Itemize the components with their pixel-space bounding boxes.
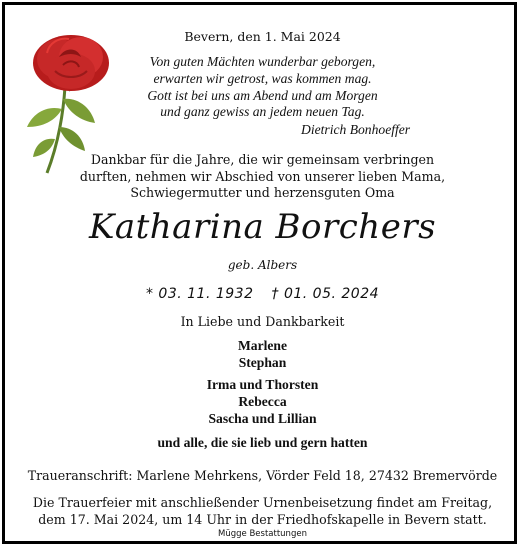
mourners-group — [5, 377, 520, 427]
mourner-name: Sascha und Lillian — [208, 410, 317, 426]
place-date: Bevern, den 1. Mai 2024 — [184, 29, 341, 44]
mourners-group — [5, 338, 520, 372]
poem-line: Gott ist bei uns am Abend und am Morgen — [147, 87, 378, 103]
poem-author: Dietrich Bonhoeffer — [301, 122, 411, 137]
poem-line: Von guten Mächten wunderbar geborgen, — [149, 54, 376, 69]
life-dates — [5, 286, 520, 302]
undertaker-credit: Mügge Bestattungen — [218, 529, 307, 539]
deceased-name: Katharina Borchers — [88, 207, 437, 247]
funeral-service-info — [5, 495, 520, 528]
mourners-closing: und alle, die sie lieb und gern hatten — [157, 435, 368, 450]
mourner-name: Marlene — [237, 338, 288, 353]
intro-line: Dankbar für die Jahre, die wir gemeinsam verbringen — [90, 152, 435, 167]
birth-date: * 03. 11. 1932 — [145, 286, 254, 302]
mourner-name: Irma und Thorsten — [206, 377, 319, 392]
poem-line: erwarten wir getrost, was kommen mag. — [153, 70, 372, 86]
maiden-name: geb. Albers — [227, 258, 298, 272]
death-date: † 01. 05. 2024 — [271, 286, 380, 302]
service-line: dem 17. Mai 2024, um 14 Uhr in der Friedhofskapelle in Bevern statt. — [38, 511, 487, 527]
poem-line: und ganz gewiss an jedem neuen Tag. — [160, 104, 365, 120]
mourners-intro: In Liebe und Dankbarkeit — [180, 314, 345, 329]
obituary-frame — [2, 2, 517, 544]
intro-line: Schwiegermutter und herzensguten Oma — [130, 185, 395, 200]
poem — [5, 54, 520, 121]
mourner-name: Stephan — [238, 354, 287, 370]
mourner-name: Rebecca — [238, 393, 287, 409]
intro-text — [5, 152, 520, 202]
mourning-address: Traueranschrift: Marlene Mehrkens, Vörder Feld 18, 27432 Bremervörde — [27, 468, 498, 483]
service-line: Die Trauerfeier mit anschließender Urnenbeisetzung findet am Freitag, — [32, 495, 493, 510]
intro-line: durften, nehmen wir Abschied von unserer lieben Mama, — [79, 168, 446, 184]
